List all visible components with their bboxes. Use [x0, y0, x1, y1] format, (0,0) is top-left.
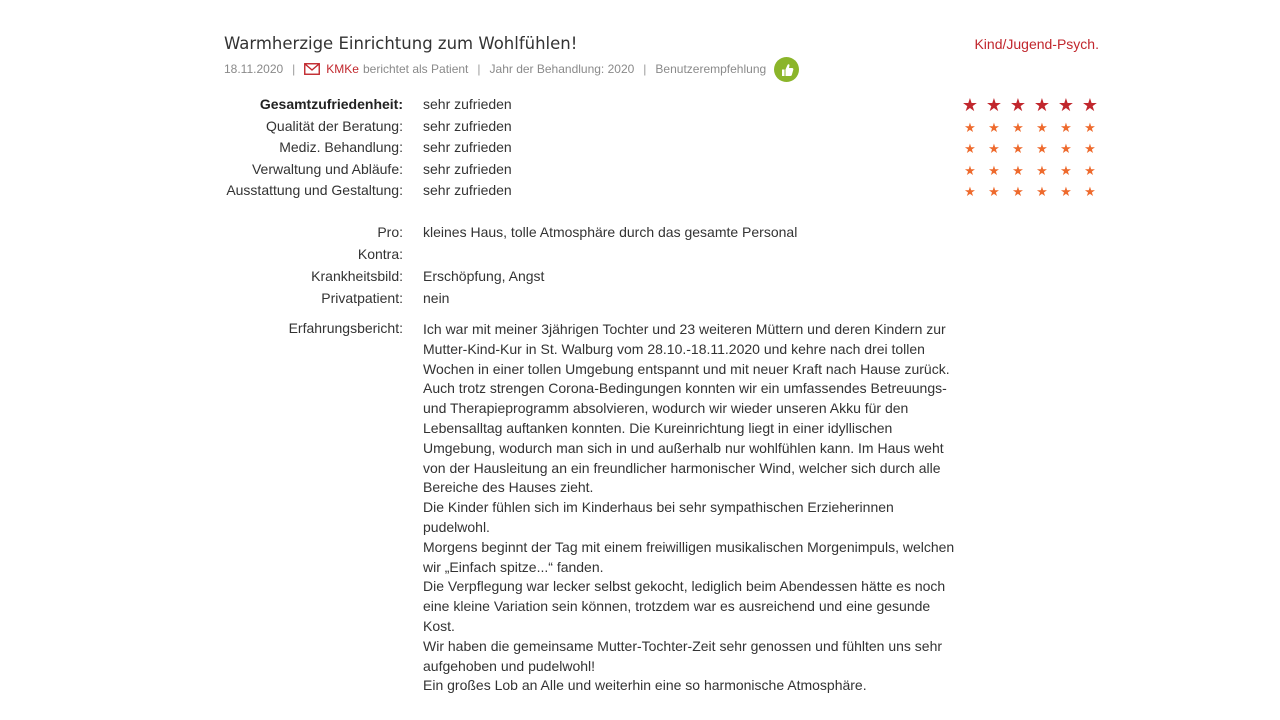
- detail-label: Krankheitsbild:: [311, 268, 403, 284]
- separator: |: [477, 62, 481, 76]
- report-line: Die Verpflegung war lecker selbst gekocht, lediglich beim Abendessen hätte es noch: [423, 578, 946, 595]
- star-rating: [958, 96, 1102, 116]
- rating-value: sehr zufrieden: [423, 118, 512, 134]
- star-icon: ★: [964, 120, 976, 135]
- star-icon: ★: [961, 95, 979, 115]
- rating-row-consulting: [0, 118, 1280, 140]
- star-icon: ★: [988, 120, 1000, 135]
- report-line: Umgebung, wodurch man sich in und außerhalb nur wohlfühlen kann. Im Haus weht: [423, 439, 944, 456]
- rating-label: Gesamtzufriedenheit:: [259, 96, 403, 112]
- rating-row-administration: [0, 161, 1280, 183]
- detail-label: Privatpatient:: [321, 290, 403, 306]
- star-icon: ★: [988, 184, 1000, 199]
- rating-row-medical: [0, 139, 1280, 161]
- report-line: pudelwohl.: [423, 518, 490, 535]
- report-line: von der Hausleitung an ein freundlicher harmonischer Wind, welcher sich durch alle: [423, 459, 941, 476]
- separator: |: [292, 62, 296, 76]
- star-icon: ★: [1012, 141, 1024, 156]
- thumbs-up-icon: [774, 57, 799, 82]
- separator: |: [643, 62, 647, 76]
- rating-value: sehr zufrieden: [423, 96, 512, 112]
- review-title: Warmherzige Einrichtung zum Wohlfühlen!: [224, 34, 578, 53]
- report-line: eine kleine Variation sein können, trotzdem war es ausreichend und eine gesunde: [423, 598, 931, 615]
- detail-value: Erschöpfung, Angst: [423, 268, 545, 284]
- star-icon: ★: [1012, 120, 1024, 135]
- star-icon: ★: [1060, 163, 1072, 178]
- report-line: Ein großes Lob an Alle und weiterhin eine so harmonische Atmosphäre.: [423, 677, 867, 694]
- report-line: Bereiche des Hauses zieht.: [423, 479, 594, 496]
- star-rating: [958, 118, 1102, 138]
- star-icon: ★: [964, 163, 976, 178]
- star-icon: ★: [1057, 95, 1075, 115]
- star-icon: ★: [985, 95, 1003, 115]
- star-icon: ★: [1084, 184, 1096, 199]
- rating-row-facilities: [0, 182, 1280, 204]
- report-line: und Therapieprogramm absolvieren, wodurch wir wieder unseren Akku für den: [423, 400, 909, 417]
- star-icon: ★: [1012, 163, 1024, 178]
- star-icon: ★: [1012, 184, 1024, 199]
- category-link[interactable]: Kind/Jugend-Psych.: [974, 36, 1099, 52]
- star-icon: ★: [1081, 95, 1099, 115]
- review-date: 18.11.2020: [224, 62, 284, 76]
- review-meta: [224, 60, 799, 78]
- star-icon: ★: [1036, 184, 1048, 199]
- detail-label: Kontra:: [357, 246, 403, 262]
- report-line: Ich war mit meiner 3jährigen Tochter und 23 weiteren Müttern und deren Kindern zur: [423, 321, 946, 337]
- star-icon: ★: [988, 141, 1000, 156]
- star-icon: ★: [1036, 163, 1048, 178]
- recommendation-label: Benutzerempfehlung: [655, 62, 767, 76]
- star-icon: ★: [1033, 95, 1051, 115]
- report-label: Erfahrungsbericht:: [288, 320, 403, 336]
- rating-value: sehr zufrieden: [423, 139, 512, 155]
- report-line: wir „Einfach spitze...“ fanden.: [423, 558, 604, 575]
- star-icon: ★: [1084, 120, 1096, 135]
- report-line: Lebensalltag auftanken konnten. Die Kureinrichtung liegt in einer idyllischen: [423, 419, 893, 436]
- report-line: aufgehoben und pudelwohl!: [423, 657, 596, 674]
- rating-label: Verwaltung und Abläufe:: [251, 161, 403, 177]
- author-link[interactable]: KMKe: [326, 62, 359, 76]
- star-icon: ★: [1036, 120, 1048, 135]
- report-line: Auch trotz strengen Corona-Bedingungen konnten wir ein umfassendes Betreuungs-: [423, 380, 947, 397]
- report-line: Kost.: [423, 617, 455, 634]
- reported-as: berichtet als Patient: [362, 62, 469, 76]
- star-icon: ★: [1036, 141, 1048, 156]
- report-line: Mutter-Kind-Kur in St. Walburg vom 28.10.-18.11.2020 und kehre nach drei tollen: [423, 340, 925, 357]
- report-text: [423, 320, 963, 696]
- star-icon: ★: [1060, 141, 1072, 156]
- star-icon: ★: [1009, 95, 1027, 115]
- mail-icon[interactable]: [304, 63, 320, 75]
- rating-row-overall: [0, 96, 1280, 118]
- star-icon: ★: [1060, 184, 1072, 199]
- star-icon: ★: [964, 184, 976, 199]
- star-rating: [958, 139, 1102, 159]
- star-icon: ★: [988, 163, 1000, 178]
- rating-label: Qualität der Beratung:: [266, 118, 403, 134]
- star-icon: ★: [1084, 163, 1096, 178]
- star-icon: ★: [1084, 141, 1096, 156]
- report-line: Die Kinder fühlen sich im Kinderhaus bei sehr sympathischen Erzieherinnen: [423, 499, 894, 516]
- rating-label: Mediz. Behandlung:: [279, 139, 403, 155]
- star-icon: ★: [964, 141, 976, 156]
- star-rating: [958, 182, 1102, 202]
- report-line: Wochen in einer tollen Umgebung entspannt und mit neuer Kraft nach Hause zurück.: [423, 360, 950, 377]
- star-rating: [958, 161, 1102, 181]
- rating-value: sehr zufrieden: [423, 161, 512, 177]
- report-line: Wir haben die gemeinsame Mutter-Tochter-Zeit sehr genossen und fühlten uns sehr: [423, 637, 943, 654]
- detail-label: Pro:: [377, 224, 403, 240]
- detail-value: kleines Haus, tolle Atmosphäre durch das gesamte Personal: [423, 224, 798, 240]
- rating-value: sehr zufrieden: [423, 182, 512, 198]
- treatment-year: Jahr der Behandlung: 2020: [489, 62, 635, 76]
- star-icon: ★: [1060, 120, 1072, 135]
- report-line: Morgens beginnt der Tag mit einem freiwilligen musikalischen Morgenimpuls, welchen: [423, 538, 955, 555]
- detail-value: nein: [423, 290, 450, 306]
- rating-label: Ausstattung und Gestaltung:: [226, 182, 403, 198]
